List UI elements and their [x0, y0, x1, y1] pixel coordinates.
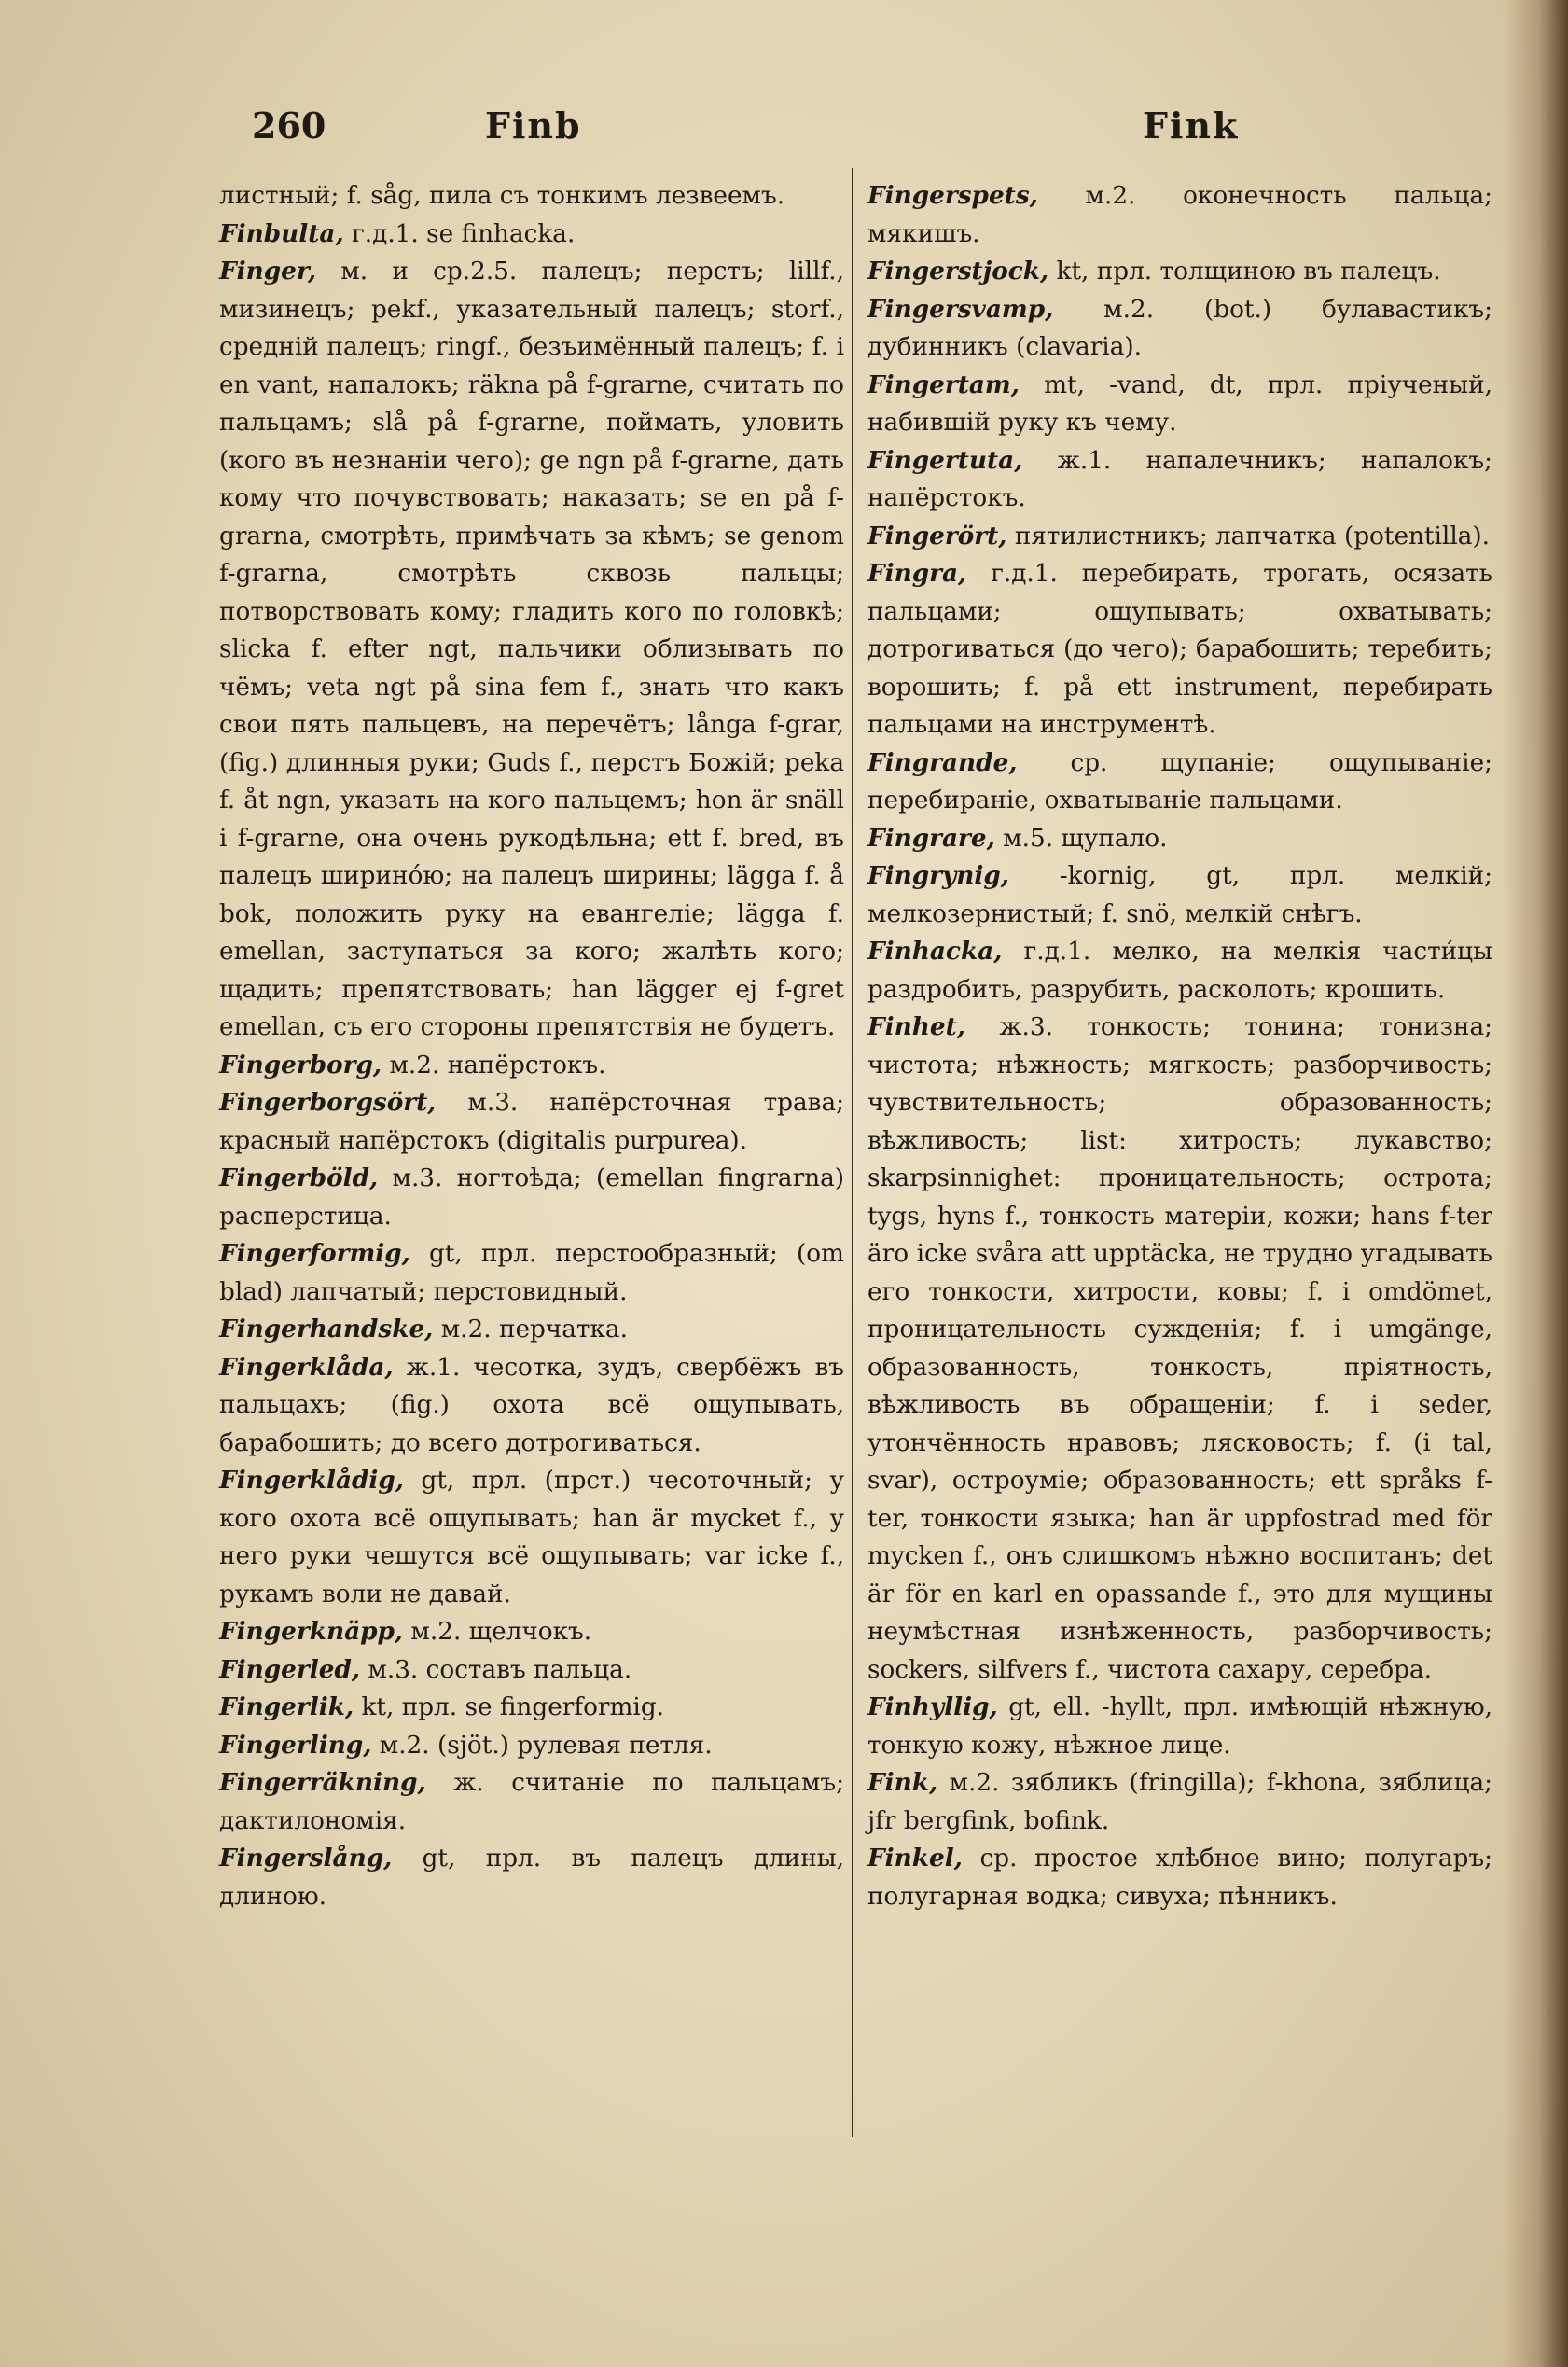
entry-headword: Fingerknäpp,: [219, 1617, 404, 1646]
entry-definition: м.2. напёрстокъ.: [389, 1051, 606, 1079]
dictionary-entry: [867, 518, 1492, 556]
entry-definition: gt, ell. -hyllt, прл. имѣющій нѣжную, тонкую кожу, нѣжное лице.: [867, 1693, 1492, 1760]
entry-headword: Fingerklådig,: [219, 1466, 404, 1495]
dictionary-entry: [219, 1084, 844, 1160]
book-spine-shadow: [1503, 0, 1568, 2367]
entry-definition: -kornig, gt, прл. мелкій; мелкозернистый; f. snö, мелкій снѣгъ.: [867, 862, 1493, 928]
entry-headword: Fingertam,: [867, 369, 1020, 399]
dictionary-entry: [867, 253, 1492, 291]
entry-headword: Finhacka,: [867, 937, 1003, 966]
right-guide-word: Fink: [1143, 104, 1240, 146]
dictionary-entry: [219, 1764, 844, 1840]
dictionary-entry: [219, 1840, 844, 1915]
entry-definition: м.3. составъ пальца.: [368, 1655, 632, 1684]
entry-definition: mt, -vand, dt, прл. пріученый, набившій руку къ чему.: [867, 370, 1492, 437]
entry-headword: Fingerslång,: [219, 1844, 393, 1873]
dictionary-entry: [867, 291, 1492, 367]
entry-headword: Fingerstjock,: [867, 257, 1049, 285]
entry-definition: ж.1. чесотка, зудъ, свербёжъ въ пальцахъ; (fig.) охота всё ощупывать, барабошить; до всего дотрогиваться.: [219, 1353, 845, 1457]
entry-headword: Fingerled,: [219, 1654, 361, 1684]
entry-definition: листный; f. såg, пила съ тонкимъ лезвеемъ.: [219, 182, 785, 210]
dictionary-entry: [219, 216, 844, 254]
entry-definition: г.д.1. мелко, на мелкія части́цы раздробить, разрубить, расколоть; крошить.: [867, 938, 1493, 1004]
entry-definition: gt, прл. перстообразный; (om blad) лапчатый; перстовидный.: [219, 1240, 844, 1306]
dictionary-entry: [219, 1349, 844, 1463]
entry-definition: м.5. щупало.: [1003, 824, 1168, 853]
entry-headword: Fingerborg,: [219, 1050, 382, 1079]
entry-definition: м.2. щелчокъ.: [410, 1618, 592, 1646]
entry-headword: Fingerhandske,: [219, 1315, 434, 1344]
entry-headword: Fingerört,: [867, 521, 1007, 550]
entry-definition: ж.1. напалечникъ; напалокъ; напёрстокъ.: [867, 446, 1492, 512]
entry-definition: kt, прл. se fingerformig.: [361, 1693, 665, 1721]
dictionary-entry: [219, 1651, 844, 1690]
dictionary-entry: [867, 367, 1492, 442]
entry-definition: г.д.1. перебирать, трогать, осязать пальцами; ощупывать; охватывать; дотрогиваться (до чего); барабошить; теребить; ворошить; f. på ett instrument, перебирать пальцами на инструментѣ.: [867, 560, 1492, 739]
entry-headword: Fingerborgsört,: [219, 1088, 437, 1117]
entry-headword: Fingerböld,: [219, 1163, 379, 1192]
entry-definition: пятилистникъ; лапчатка (potentilla).: [1014, 522, 1491, 550]
dictionary-entry: [867, 1009, 1492, 1689]
entry-headword: Fingerformig,: [219, 1239, 410, 1268]
entry-headword: Finhyllig,: [867, 1692, 998, 1721]
entry-headword: Finkel,: [867, 1844, 963, 1873]
entry-headword: Fingrynig,: [867, 861, 1009, 890]
page-number: 260: [252, 104, 326, 146]
dictionary-entry: [867, 1840, 1492, 1915]
entry-headword: Fingerling,: [219, 1730, 372, 1760]
dictionary-entry: [867, 933, 1492, 1009]
entry-definition: ср. щупаніе; ощупываніе; перебираніе, охватываніе пальцами.: [867, 748, 1492, 815]
entry-definition: м.3. напёрсточная трава; красный напёрстокъ (digitalis purpurea).: [219, 1089, 844, 1155]
dictionary-entry: [867, 1764, 1492, 1840]
entry-definition: м.2. (sjöt.) рулевая петля.: [379, 1731, 713, 1760]
entry-definition: м.2. перчатка.: [440, 1316, 628, 1344]
dictionary-entry: [867, 820, 1492, 858]
dictionary-entry: [219, 1235, 844, 1311]
entry-headword: Finhet,: [867, 1012, 965, 1041]
dictionary-entry: [867, 177, 1492, 253]
dictionary-entry: [219, 1727, 844, 1765]
entry-definition: ж.3. тонкость; тонина; тонизна; чистота; нѣжность; мягкость; разборчивость; чувствительность; образованность; вѣжливость; list: хитрость; лукавство; skarpsinnighet: проницательность; острота; tygs, hyns f., тонкость матеріи, кожи; hans f-ter äro icke svåra att upptäcka, не трудно угадывать его тонкости, хитрости, ковы; f. i omdömet, проницательность сужденія; f. i umgänge, образованность, тонкость, пріятность, вѣжливость въ обращеніи; f. i seder, утончённость нравовъ; лясковость; f. (i tal, svar), остроуміе; образованность; ett språks f-ter, тонкости языка; han är uppfostrad med för mycken f., онъ слишкомъ нѣжно воспитанъ; det är för en karl en opassande f., это для мущины неумѣстная изнѣженность, разборчивость; sockers, silfvers f., чистота сахару, серебра.: [867, 1013, 1493, 1684]
entry-headword: Fingrare,: [867, 823, 995, 853]
dictionary-entry: [219, 1689, 844, 1727]
entry-headword: Fingersvamp,: [867, 294, 1054, 324]
entry-headword: Finger,: [219, 257, 316, 285]
entry-headword: Fingerlik,: [219, 1692, 354, 1721]
entry-definition: gt, прл. (прст.) чесоточный; у кого охота всё ощупывать; han är mycket f., у него руки чешутся всё ощупывать; var icke f., рукамъ воли не давай.: [219, 1467, 844, 1608]
dictionary-entry: [867, 745, 1492, 820]
entry-definition: м.3. ногтоѣда; (emellan fingrarna) расперстица.: [219, 1164, 845, 1231]
entry-headword: Fingertuta,: [867, 445, 1023, 475]
dictionary-entry: [867, 857, 1492, 933]
entry-headword: Fingerräkning,: [219, 1768, 426, 1797]
dictionary-entry: [867, 1689, 1492, 1764]
dictionary-entry: [867, 555, 1492, 745]
entry-definition: м.2. зябликъ (fringilla); f-khona, зяблица; jfr bergfink, bofink.: [867, 1769, 1493, 1835]
dictionary-entry: [219, 253, 844, 1047]
entry-definition: ср. простое хлѣбное вино; полугаръ; полугарная водка; сивуха; пѣнникъ.: [867, 1845, 1493, 1911]
entry-definition: kt, прл. толщиною въ палецъ.: [1056, 258, 1441, 285]
entry-headword: Fink,: [867, 1768, 938, 1797]
left-guide-word: Finb: [485, 104, 582, 146]
entry-definition: gt, прл. въ палецъ длины, длиною.: [219, 1845, 845, 1911]
page-header: [0, 104, 1568, 160]
dictionary-entry: [219, 1160, 844, 1235]
entry-definition: г.д.1. se finhacka.: [351, 219, 576, 248]
dictionary-entry: [867, 442, 1492, 518]
entry-headword: Finbulta,: [219, 218, 344, 248]
entry-headword: Fingerspets,: [867, 181, 1038, 210]
dictionary-entry: [219, 1047, 844, 1085]
entry-definition: м.2. оконечность пальца; мякишъ.: [867, 182, 1493, 248]
column-divider: [852, 168, 853, 2137]
left-column: [219, 177, 844, 1915]
dictionary-entry: [219, 177, 844, 216]
dictionary-entry: [219, 1613, 844, 1651]
entry-definition: м. и ср.2.5. палецъ; перстъ; lillf., мизинецъ; pekf., указательный палецъ; storf., средній палецъ; ringf., безъимённый палецъ; f. i en vant, напалокъ; räkna på f-grarne, считать по пальцамъ; slå på f-grarne, поймать, уловить (кого въ незнаніи чего); ge ngn på f-grarne, дать кому что почувствовать; наказать; se en på f-grarna, смотрѣть, примѣчать за кѣмъ; se genom f-grarna, смотрѣть сквозь пальцы; потворствовать кому; гладить кого по головкѣ; slicka f. efter ngt, пальчики облизывать по чёмъ; veta ngt på sina fem f., знать что какъ свои пять пальцевъ, на перечётъ; långa f-grar, (fig.) длинныя руки; Guds f., перстъ Божій; peka f. åt ngn, указать на кого пальцемъ; hon är snäll i f-grarne, она очень рукодѣльна; ett f. bred, въ палецъ ширинóю; на палецъ ширины; lägga f. å bok, положить руку на евангеліе; lägga f. emellan, заступаться за кого; жалѣть кого; щадить; препятствовать; han lägger ej f-gret emellan, съ его стороны препятствія не будетъ.: [219, 258, 845, 1041]
entry-headword: Fingrande,: [867, 747, 1018, 777]
entry-headword: Fingra,: [867, 559, 967, 588]
dictionary-entry: [219, 1462, 844, 1613]
entry-definition: м.2. (bot.) булавастикъ; дубинникъ (clavaria).: [867, 295, 1493, 361]
right-column: [867, 177, 1492, 1915]
entry-definition: ж. считаніе по пальцамъ; дактилономія.: [219, 1769, 845, 1835]
dictionary-entry: [219, 1311, 844, 1349]
entry-headword: Fingerklåda,: [219, 1352, 394, 1382]
